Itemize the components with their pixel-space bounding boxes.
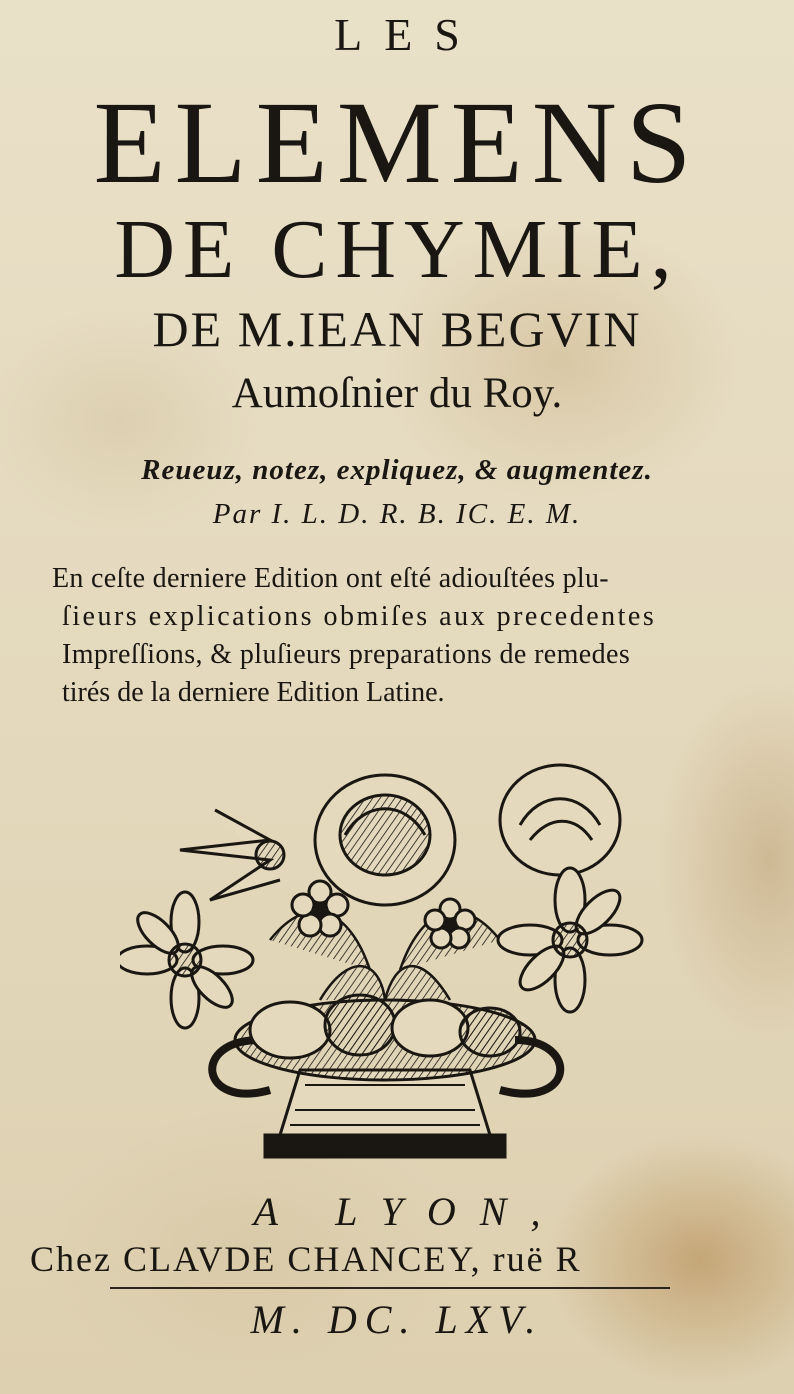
imprint-rule — [110, 1287, 670, 1289]
title-de-chymie: DE CHYMIE, — [114, 203, 680, 296]
imprint-printer: Chez CLAVDE CHANCEY, ruë R — [30, 1239, 582, 1279]
imprint-city: A LYON, — [253, 1189, 565, 1234]
edition-description — [52, 560, 764, 712]
description-line: En ceſte derniere Edition ont eſté adiouſtées plu- — [52, 563, 609, 594]
imprint-year: M. DC. LXV. — [250, 1297, 544, 1342]
title-les: LES — [334, 9, 482, 60]
description-line: tirés de la derniere Edition Latine. — [62, 677, 445, 708]
author-title: Aumoſnier du Roy. — [231, 370, 563, 417]
revision-note: Reueuz, notez, expliquez, & augmentez. — [141, 454, 653, 486]
editor-initials: Par I. L. D. R. B. IC. E. M. — [212, 498, 582, 530]
description-line: Impreſſions, & pluſieurs preparations de remedes — [62, 639, 631, 670]
title-elemens: ELEMENS — [93, 77, 701, 208]
author-name: DE M.IEAN BEGVIN — [152, 301, 642, 357]
description-line: ſieurs explications obmiſes aux precedentes — [62, 601, 657, 632]
flower-basket-woodcut-icon — [120, 740, 650, 1170]
